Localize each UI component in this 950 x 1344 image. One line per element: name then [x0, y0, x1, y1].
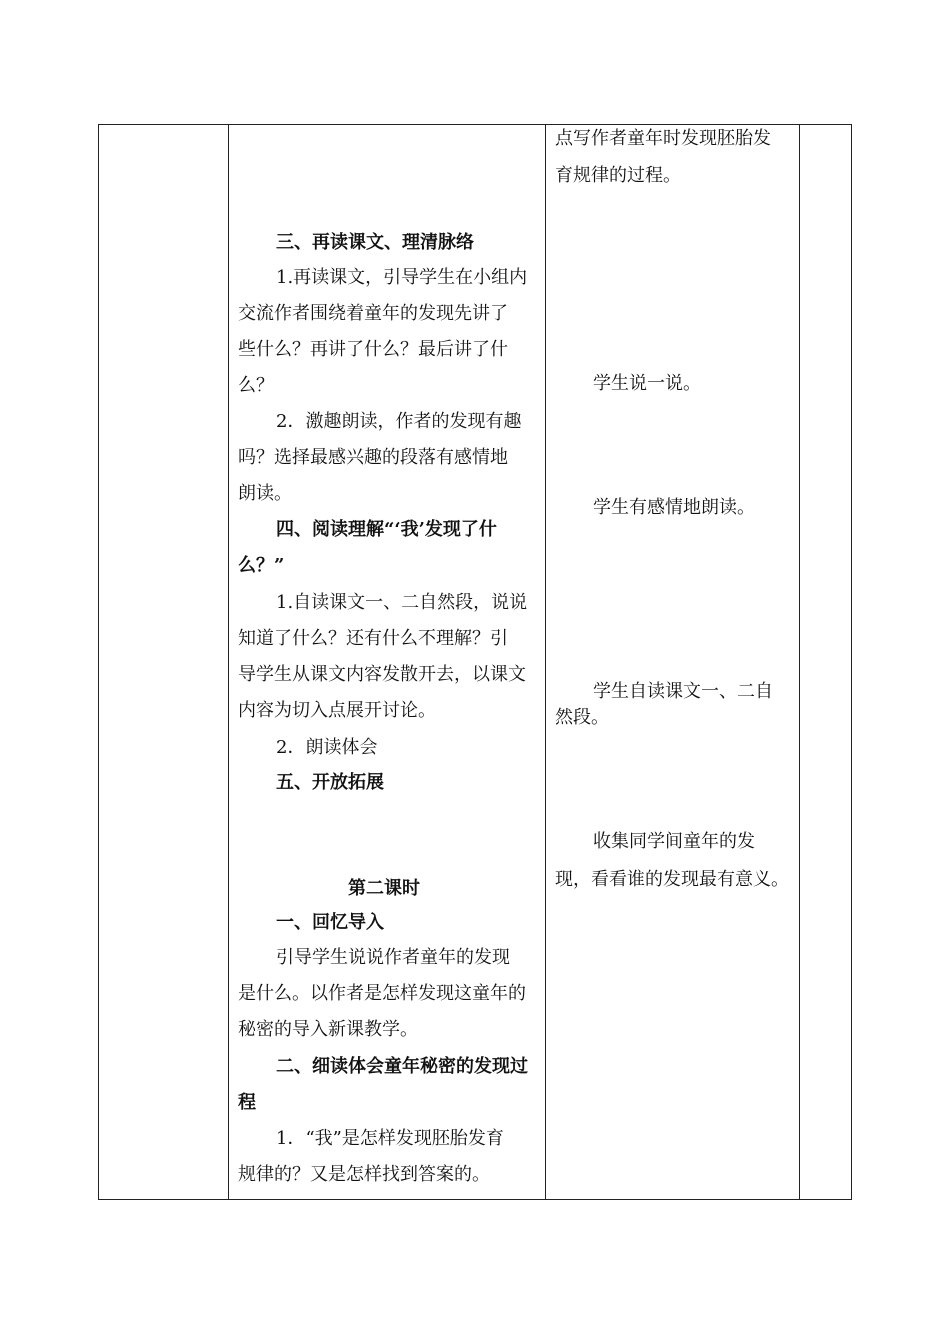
section-heading: 四、阅读理解“‘我’发现了什 — [276, 519, 497, 540]
lesson-title: 第二课时 — [348, 878, 420, 899]
paragraph-line: 1.自读课文一、二自然段，说说 — [276, 592, 528, 613]
paragraph-line: 点写作者童年时发现胚胎发 — [555, 128, 771, 149]
paragraph-line: 2．朗读体会 — [276, 737, 378, 758]
paragraph-line: 收集同学间童年的发 — [593, 831, 755, 852]
paragraph-line: 知道了什么？还有什么不理解？引 — [238, 628, 508, 649]
paragraph-line: 现，看看谁的发现最有意义。 — [555, 869, 789, 890]
paragraph-line: 规律的？又是怎样找到答案的。 — [238, 1164, 490, 1185]
section-heading: 二、细读体会童年秘密的发现过 — [276, 1056, 528, 1077]
paragraph-line: 1．“我”是怎样发现胚胎发育 — [276, 1128, 504, 1149]
paragraph-line: 朗读。 — [238, 483, 292, 504]
paragraph-line: 内容为切入点展开讨论。 — [238, 700, 436, 721]
column-4-cell — [801, 125, 853, 1199]
lesson-plan-table — [98, 124, 852, 1200]
paragraph-line: 交流作者围绕着童年的发现先讲了 — [238, 303, 508, 324]
column-divider — [799, 125, 800, 1199]
section-heading: 五、开放拓展 — [276, 772, 384, 793]
paragraph-line: 秘密的导入新课教学。 — [238, 1019, 418, 1040]
paragraph-line: 1.再读课文，引导学生在小组内 — [276, 267, 528, 288]
paragraph-line: 些什么？再讲了什么？最后讲了什 — [238, 339, 508, 360]
section-heading: 三、再读课文、理清脉络 — [276, 232, 474, 253]
column-1-cell — [99, 125, 228, 1199]
paragraph-line: 学生有感情地朗读。 — [593, 497, 755, 518]
paragraph-line: 学生说一说。 — [593, 373, 701, 394]
student-activity-cell — [547, 125, 797, 1199]
section-heading: 一、回忆导入 — [276, 912, 384, 933]
paragraph-line: 是什么。以作者是怎样发现这童年的 — [238, 983, 526, 1004]
paragraph-line: 么？ — [238, 375, 274, 396]
paragraph-line: 然段。 — [555, 707, 609, 728]
paragraph-line: 学生自读课文一、二自 — [593, 681, 773, 702]
teaching-process-cell — [230, 125, 543, 1199]
section-heading: 程 — [238, 1092, 256, 1113]
paragraph-line: 育规律的过程。 — [555, 165, 681, 186]
column-divider — [228, 125, 229, 1199]
column-divider — [545, 125, 546, 1199]
section-heading: 么？” — [238, 555, 285, 576]
paragraph-line: 吗？选择最感兴趣的段落有感情地 — [238, 447, 508, 468]
paragraph-line: 2．激趣朗读，作者的发现有趣 — [276, 411, 522, 432]
paragraph-line: 导学生从课文内容发散开去，以课文 — [238, 664, 526, 685]
paragraph-line: 引导学生说说作者童年的发现 — [276, 947, 510, 968]
